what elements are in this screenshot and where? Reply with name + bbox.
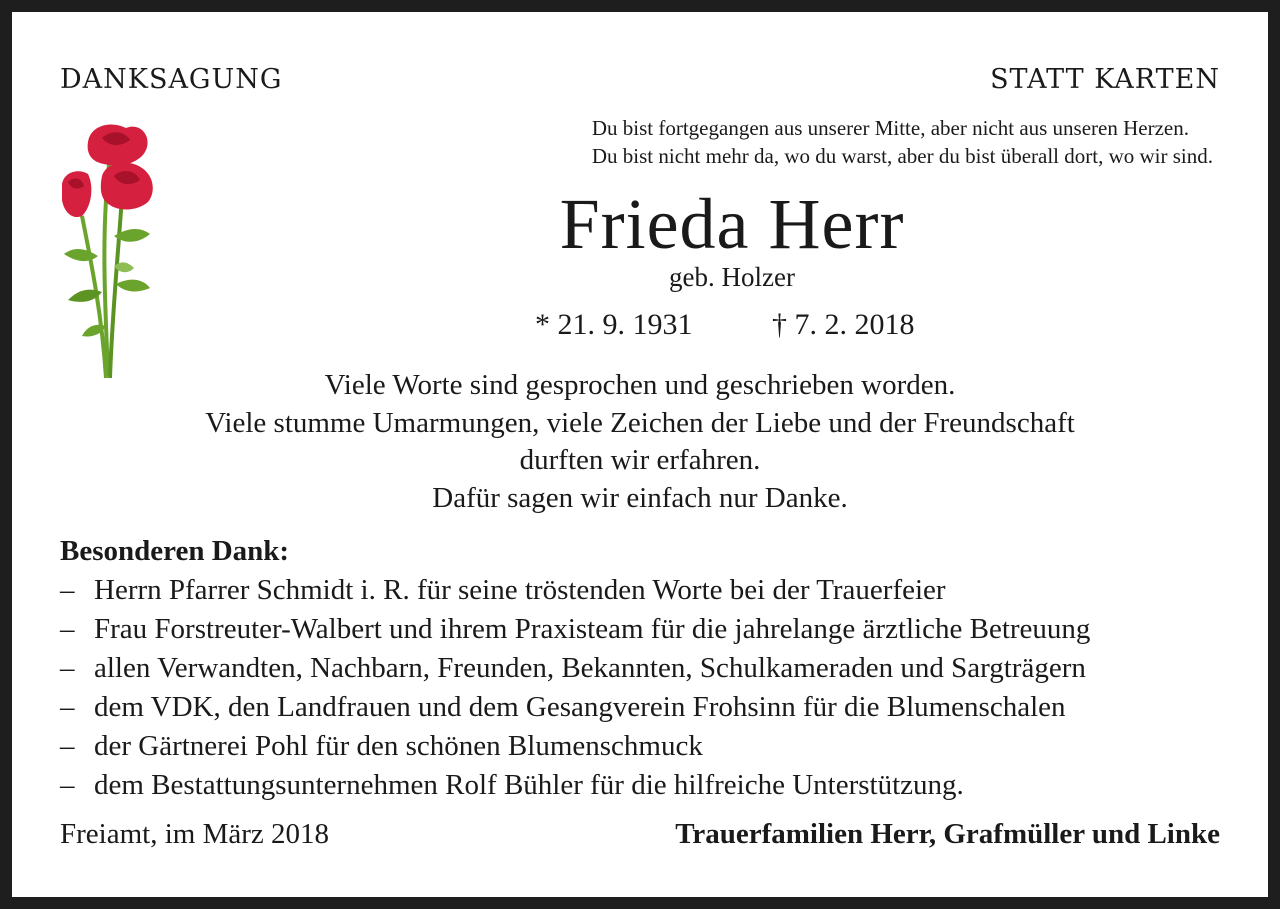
list-item [60, 766, 1240, 805]
list-item-text: Herrn Pfarrer Schmidt i. R. für seine tröstenden Worte bei der Trauerfeier [94, 574, 946, 606]
verse-line: Dafür sagen wir einfach nur Danke. [432, 481, 848, 514]
special-thanks-title: Besonderen Dank: [60, 535, 290, 567]
list-item-text: dem Bestattungsunternehmen Rolf Bühler für die hilfreiche Unterstützung. [94, 769, 964, 801]
list-item-text: der Gärtnerei Pohl für den schönen Blumenschmuck [94, 730, 703, 762]
deceased-name: Frieda Herr [559, 184, 905, 264]
place-and-date: Freiamt, im März 2018 [60, 818, 330, 850]
list-item-text: dem VDK, den Landfrauen und dem Gesangverein Frohsinn für die Blumenschalen [94, 691, 1066, 723]
dash-bullet: – [60, 769, 75, 801]
motto-line-2: Du bist nicht mehr da, wo du warst, aber du bist überall dort, wo wir sind. [591, 144, 1213, 168]
header-danksagung: DANKSAGUNG [60, 64, 283, 95]
special-thanks [60, 532, 1240, 805]
verse-line: durften wir erfahren. [519, 444, 761, 476]
dash-bullet: – [60, 730, 75, 762]
date-of-birth: * 21. 9. 1931 [535, 308, 693, 341]
verse-line: Viele stumme Umarmungen, viele Zeichen der Liebe und der Freundschaft [205, 406, 1075, 439]
verse-line: Viele Worte sind gesprochen und geschrieben worden. [324, 369, 956, 401]
dash-bullet: – [60, 691, 75, 723]
list-item [60, 571, 1240, 610]
list-item [60, 688, 1240, 727]
motto [592, 114, 1213, 170]
list-item [60, 649, 1240, 688]
dash-bullet: – [60, 652, 75, 684]
list-item-text: allen Verwandten, Nachbarn, Freunden, Bekannten, Schulkameraden und Sargträgern [94, 652, 1086, 684]
birth-name: geb. Holzer [669, 262, 795, 292]
list-item-text: Frau Forstreuter-Walbert und ihrem Praxisteam für die jahrelange ärztliche Betreuung [94, 613, 1091, 645]
motto-line-1: Du bist fortgegangen aus unserer Mitte, aber nicht aus unseren Herzen. [591, 116, 1189, 140]
dash-bullet: – [60, 574, 75, 606]
header-statt-karten: STATT KARTEN [990, 64, 1220, 95]
list-item [60, 610, 1240, 649]
obituary-card [12, 12, 1268, 897]
signature: Trauerfamilien Herr, Grafmüller und Linke [675, 818, 1220, 850]
dash-bullet: – [60, 613, 75, 645]
verse [12, 367, 1268, 517]
date-of-death: † 7. 2. 2018 [772, 308, 915, 341]
list-item [60, 727, 1240, 766]
